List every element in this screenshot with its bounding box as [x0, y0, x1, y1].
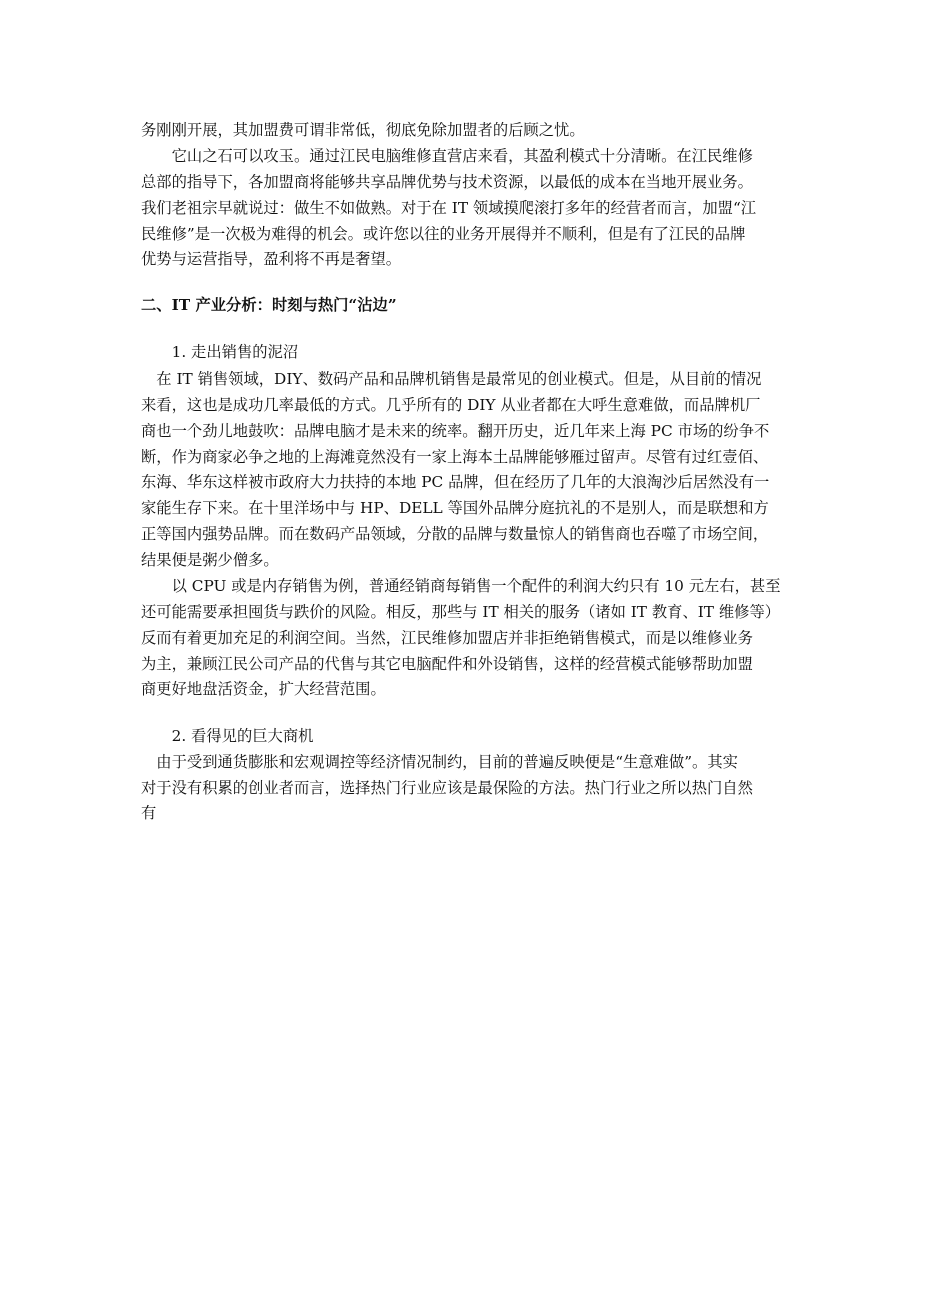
- text-line: 民维修”是一次极为难得的机会。或许您以往的业务开展得并不顺利，但是有了江民的品牌: [141, 225, 746, 243]
- text-line: 对于没有积累的创业者而言，选择热门行业应该是最保险的方法。热门行业之所以热门自然: [141, 779, 753, 797]
- text-line: 家能生存下来。在十里洋场中与 HP、DELL 等国外品牌分庭抗礼的不是别人，而是联想和方: [141, 499, 769, 517]
- text-line: 由于受到通货膨胀和宏观调控等经济情况制约，目前的普遍反映便是“生意难做”。其实: [141, 753, 738, 771]
- text-line: 在 IT 销售领域，DIY、数码产品和品牌机销售是最常见的创业模式。但是，从目前的情况: [141, 370, 762, 388]
- text-line: 有: [141, 804, 157, 822]
- text-line: 优势与运营指导，盈利将不再是奢望。: [141, 250, 402, 268]
- text-line: 还可能需要承担囤货与跌价的风险。相反，那些与 IT 相关的服务（诸如 IT 教育、IT 维修等）: [141, 603, 781, 621]
- text-line: 结果便是粥少僧多。: [141, 551, 279, 569]
- text-line: 断，作为商家必争之地的上海滩竟然没有一家上海本土品牌能够雁过留声。尽管有过红壹佰、: [141, 448, 769, 466]
- text-line: 我们老祖宗早就说过：做生不如做熟。对于在 IT 领域摸爬滚打多年的经营者而言，加盟“江: [141, 199, 757, 217]
- text-line: 商更好地盘活资金，扩大经营范围。: [141, 680, 386, 698]
- section-heading: 二、IT 产业分析：时刻与热门“沾边”: [141, 296, 397, 314]
- text-line: 正等国内强势品牌。而在数码产品领域，分散的品牌与数量惊人的销售商也吞噬了市场空间，: [141, 525, 769, 543]
- text-line: 务刚刚开展，其加盟费可谓非常低，彻底免除加盟者的后顾之忧。: [141, 121, 585, 139]
- subsection-title: 1. 走出销售的泥沼: [141, 343, 299, 361]
- text-line: 来看，这也是成功几率最低的方式。几乎所有的 DIY 从业者都在大呼生意难做，而品牌机厂: [141, 396, 761, 414]
- text-line: 它山之石可以攻玉。通过江民电脑维修直营店来看，其盈利模式十分清晰。在江民维修: [141, 147, 753, 165]
- text-line: 反而有着更加充足的利润空间。当然，江民维修加盟店并非拒绝销售模式，而是以维修业务: [141, 629, 753, 647]
- text-line: 以 CPU 或是内存销售为例，普通经销商每销售一个配件的利润大约只有 10 元左右，甚至: [141, 577, 781, 595]
- text-line: 为主，兼顾江民公司产品的代售与其它电脑配件和外设销售，这样的经营模式能够帮助加盟: [141, 655, 753, 673]
- subsection-title: 2. 看得见的巨大商机: [141, 727, 314, 745]
- text-line: 商也一个劲儿地鼓吹：品牌电脑才是未来的统率。翻开历史，近几年来上海 PC 市场的纷争不: [141, 422, 770, 440]
- text-line: 总部的指导下，各加盟商将能够共享品牌优势与技术资源，以最低的成本在当地开展业务。: [141, 173, 753, 191]
- text-line: 东海、华东这样被市政府大力扶持的本地 PC 品牌，但在经历了几年的大浪淘沙后居然没有一: [141, 473, 770, 491]
